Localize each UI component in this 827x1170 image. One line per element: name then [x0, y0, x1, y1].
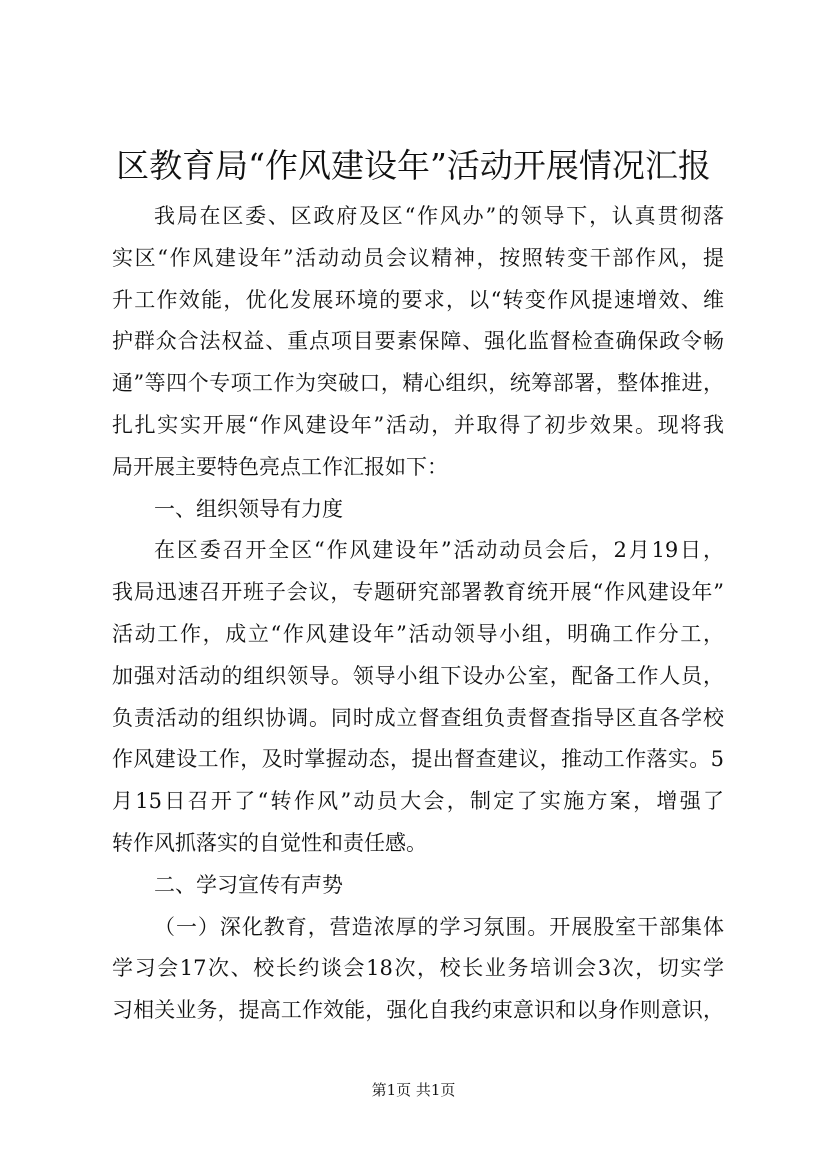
text-line: （一）深化教育，营造浓厚的学习氛围。开展股室干部集体	[154, 914, 724, 939]
text-line: 转作风抓落实的自觉性和责任感。	[112, 830, 427, 855]
text-line: 扎扎实实开展“作风建设年”活动，并取得了初步效果。现将我	[112, 412, 724, 437]
document-body	[112, 196, 724, 1032]
text-line: 我局在区委、区政府及区“作风办”的领导下，认真贯彻落	[154, 204, 724, 228]
text-line: 二、学习宣传有声势	[154, 872, 343, 897]
text-line: 习相关业务，提高工作效能，强化自我约束意识和以身作则意识，	[112, 998, 724, 1023]
text-line: 活动工作，成立“作风建设年”活动领导小组，明确工作分工，	[112, 621, 724, 646]
text-line: 作风建设工作，及时掌握动态，提出督查建议，推动工作落实。5	[112, 747, 724, 772]
text-line: 负责活动的组织协调。同时成立督查组负责督查指导区直各学校	[112, 705, 724, 730]
text-line: 局开展主要特色亮点工作汇报如下：	[112, 454, 448, 479]
text-line: 在区委召开全区“作风建设年”活动动员会后，2月19日，	[154, 538, 724, 563]
text-line: 学习会17次、校长约谈会18次，校长业务培训会3次，切实学	[112, 956, 724, 981]
document-title: 区教育局“作风建设年”活动开展情况汇报	[116, 146, 711, 185]
text-line: 一、组织领导有力度	[154, 496, 343, 521]
text-line: 通”等四个专项工作为突破口，精心组织，统筹部署，整体推进，	[112, 371, 724, 396]
text-line: 实区“作风建设年”活动动员会议精神，按照转变干部作风，提	[112, 245, 724, 270]
text-line: 升工作效能，优化发展环境的要求，以“转变作风提速增效、维	[112, 287, 724, 312]
text-line: 我局迅速召开班子会议，专题研究部署教育统开展“作风建设年”	[112, 580, 724, 605]
text-line: 月15日召开了“转作风”动员大会，制定了实施方案，增强了	[112, 789, 724, 814]
text-line: 加强对活动的组织领导。领导小组下设办公室，配备工作人员，	[112, 663, 724, 688]
page-footer: 第1页 共1页	[371, 1081, 456, 1099]
text-line: 护群众合法权益、重点项目要素保障、强化监督检查确保政令畅	[112, 329, 724, 354]
